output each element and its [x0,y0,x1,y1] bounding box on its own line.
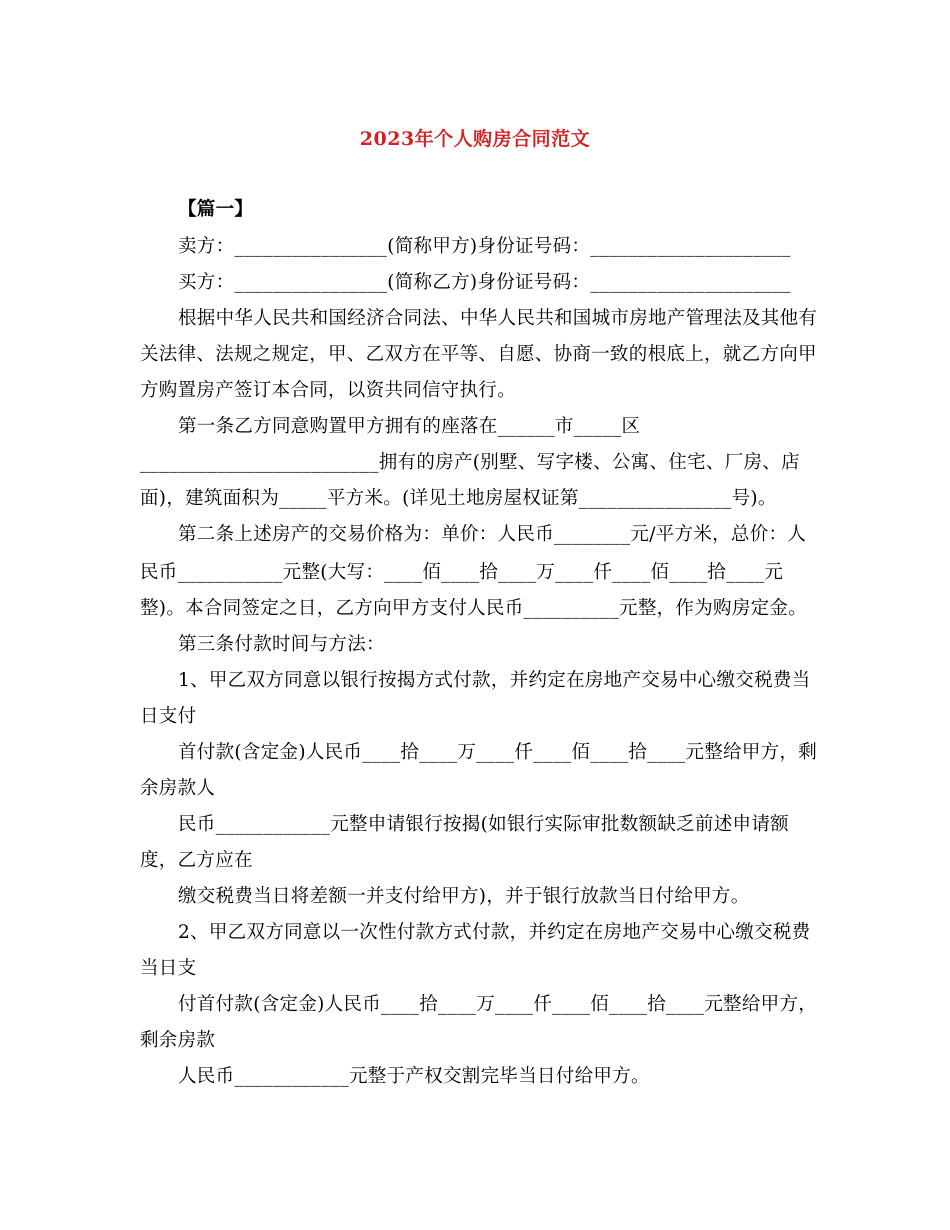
section-heading: 【篇一】 [178,199,254,220]
text-line: 民币___________元整(大写：____佰____拾____万____仟____佰____拾____元 [140,562,784,583]
text-line: 1、甲乙双方同意以银行按揭方式付款，并约定在房地产交易中心缴交税费当 [178,670,811,691]
text-line: _________________________拥有的房产(别墅、写字楼、公寓、住宅、厂房、店 [140,452,800,473]
text-line: 关法律、法规之规定，甲、乙双方在平等、自愿、协商一致的根底上，就乙方向甲 [140,344,817,365]
text-line: 方购置房产签订本合同，以资共同信守执行。 [140,380,517,401]
text-line: 日支付 [140,706,197,727]
text-line: 当日支 [140,958,197,979]
text-line: 余房款人 [140,778,216,799]
text-line: 2、甲乙双方同意以一次性付款方式付款，并约定在房地产交易中心缴交税费 [178,922,811,943]
text-line: 民币____________元整申请银行按揭(如银行实际审批数额缺乏前述申请额 [178,814,789,835]
text-line: 第二条上述房产的交易价格为：单价：人民币________元/平方米，总价：人 [178,524,807,545]
text-line: 卖方：________________(简称甲方)身份证号码：_____________________ [178,236,791,257]
text-line: 买方：________________(简称乙方)身份证号码：_____________________ [178,272,791,293]
document-title: 2023年个人购房合同范文 [359,128,591,150]
text-line: 第一条乙方同意购置甲方拥有的座落在______市_____区 [178,416,641,437]
text-line: 整)。本合同签定之日，乙方向甲方支付人民币__________元整，作为购房定金。 [140,598,808,619]
text-line: 剩余房款 [140,1030,216,1051]
text-line: 面)，建筑面积为_____平方米。(详见土地房屋权证第________________号)。 [140,488,777,509]
text-line: 缴交税费当日将差额一并支付给甲方)，并于银行放款当日付给甲方。 [178,886,750,907]
text-line: 首付款(含定金)人民币____拾____万____仟____佰____拾____元整给甲方，剩 [178,742,818,763]
text-line: 根据中华人民共和国经济合同法、中华人民共和国城市房地产管理法及其他有 [178,308,818,329]
text-line: 第三条付款时间与方法： [178,634,385,655]
text-line: 度，乙方应在 [140,850,253,871]
text-line: 付首付款(含定金)人民币____拾____万____仟____佰____拾____元整给甲方， [178,994,818,1015]
text-line: 人民币____________元整于产权交割完毕当日付给甲方。 [178,1066,650,1087]
